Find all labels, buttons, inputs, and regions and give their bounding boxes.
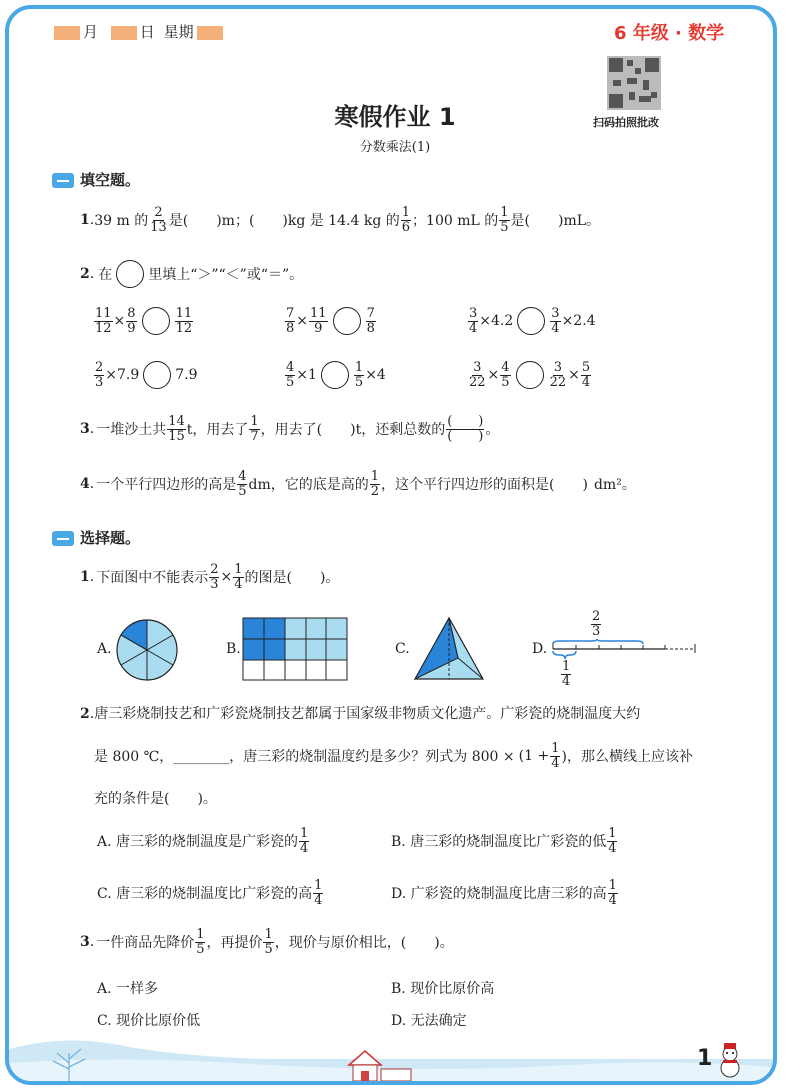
compare-2b: $\frac{4}{5}$ ×1 $\frac{1}{5}$ ×4 <box>286 360 386 390</box>
page-subtitle: 分数乘法(1) <box>359 140 431 155</box>
section-one-icon <box>52 173 74 188</box>
c3-option-c[interactable]: C. 现价比原价低 <box>97 1013 201 1029</box>
question-4: 4 . 一个平行四边形的高是 4 5 dm，它的底是高的 1 2 ，这个平行四边形的面积是( ) dm²。 <box>80 469 636 499</box>
page-frame <box>5 5 777 1085</box>
option-a-label[interactable]: A. <box>97 641 112 657</box>
answer-circle[interactable] <box>517 307 545 335</box>
choice-question-1: 1 . 下面图中不能表示 $\frac{2}{3}$ × $\frac{1}{4}$ 的图是( )。 <box>80 562 340 592</box>
compare-1a: $\frac{11}{12}$ × $\frac{8}{9}$ 11 12 <box>95 306 193 336</box>
answer-circle[interactable] <box>143 361 171 389</box>
choice-question-3: 3 . 一件商品先降价 1 5 ，再提价 1 5 ，现价与原价相比，( )。 <box>80 927 454 957</box>
answer-circle[interactable] <box>333 307 361 335</box>
grade-subject: 6 年级 · 数学 <box>614 23 725 44</box>
answer-circle[interactable] <box>142 307 170 335</box>
answer-circle[interactable] <box>516 361 544 389</box>
section-fill-blank <box>52 169 140 190</box>
winter-scenery-footer <box>9 1029 773 1085</box>
c2-option-d[interactable]: D. 广彩瓷的烧制温度比唐三彩的高 1 4 <box>391 878 617 908</box>
question-3: 3 . 一堆沙土共 14 15 t，用去了 1 7 ，用去了( )t，还剩总数的 ( ) ( ) 。 <box>80 414 500 444</box>
c3-option-d[interactable]: D. 无法确定 <box>391 1013 467 1029</box>
answer-circle[interactable] <box>321 361 349 389</box>
weekday-label: 星期 <box>163 23 194 41</box>
section-multiple-choice <box>52 527 140 548</box>
option-d-bottom-fraction: $\frac{1}{4}$ <box>562 659 571 689</box>
answer-circle[interactable] <box>116 260 144 288</box>
compare-1c: $\frac{3}{4}$ ×4.2 $\frac{3}{4}$ ×2.4 <box>469 306 596 336</box>
question-2: 2 . 在 里填上“＞”“＜”或“＝”。 <box>80 260 303 288</box>
month-label: 月 <box>83 23 99 41</box>
compare-2a: $\frac{2}{3}$ ×7.9 7.9 <box>95 360 198 390</box>
option-c-triangle-figure[interactable] <box>413 616 485 682</box>
compare-1b: $\frac{7}{8}$ × $\frac{11}{9}$ 7 8 <box>286 306 375 336</box>
snowman-icon <box>715 1041 745 1079</box>
question-1: 1 . 39 m 的 2 13 是( )m；( )kg 是 14.4 kg 的 1 6 ；100 mL 的 1 5 是( )mL。 <box>80 205 601 235</box>
option-d-top-fraction: $\frac{2}{3}$ <box>592 609 601 639</box>
c2-option-c[interactable]: C. 唐三彩的烧制温度比广彩瓷的高 1 4 <box>97 878 323 908</box>
option-c-label[interactable]: C. <box>395 641 410 657</box>
day-label: 日 <box>139 23 155 41</box>
section2-title: 选择题。 <box>80 529 141 547</box>
section1-title: 填空题。 <box>80 171 141 189</box>
c3-option-a[interactable]: A. 一样多 <box>97 981 159 997</box>
option-b-grid-figure[interactable] <box>242 617 348 681</box>
option-d-label[interactable]: D. <box>532 641 548 657</box>
choice-question-2-line2: 是 800 ℃，________，唐三彩的烧制温度约是多少？列式为 800 × (1 + $\frac{1}{4}$ )，那么横线上应该补 <box>94 741 693 771</box>
page-title: 寒假作业 1 <box>334 103 456 131</box>
option-b-label[interactable]: B. <box>226 641 241 657</box>
section-two-icon <box>52 531 74 546</box>
c2-option-a[interactable]: A. 唐三彩的烧制温度是广彩瓷的 1 4 <box>97 826 309 856</box>
date-fields <box>54 21 226 42</box>
option-a-circle-figure[interactable] <box>115 618 179 682</box>
c2-option-b[interactable]: B. 唐三彩的烧制温度比广彩瓷的低 1 4 <box>391 826 617 856</box>
compare-2c: $\frac{3}{22}$ × $\frac{4}{5}$ $\frac{3}{22}$ × $\frac{5}{4}$ <box>469 360 591 390</box>
qr-caption: 扫码拍照批改 <box>593 116 659 129</box>
choice-question-2-line1: 2.唐三彩烧制技艺和广彩瓷烧制技艺都属于国家级非物质文化遗产。广彩瓷的烧制温度大约 <box>80 706 641 722</box>
page-number: 1 <box>697 1046 713 1071</box>
c3-option-b[interactable]: B. 现价比原价高 <box>391 981 495 997</box>
choice-question-2-line3: 充的条件是( )。 <box>94 791 217 807</box>
qr-code-icon[interactable] <box>607 56 661 110</box>
